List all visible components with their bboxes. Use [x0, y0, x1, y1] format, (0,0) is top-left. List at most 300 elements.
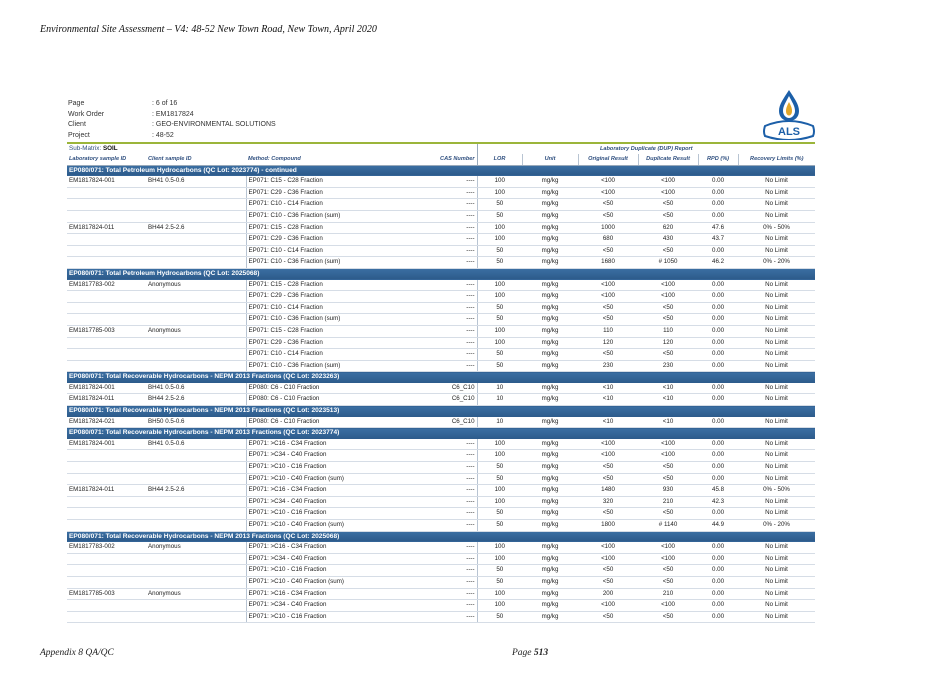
table-cell: mg/kg — [522, 439, 578, 450]
table-cell: mg/kg — [522, 611, 578, 623]
table-cell: 100 — [477, 234, 522, 246]
table-cell: ---- — [411, 199, 477, 211]
meta-value: : EM1817824 — [152, 110, 194, 118]
table-cell — [67, 576, 146, 588]
report-meta — [68, 99, 276, 141]
table-cell: ---- — [411, 291, 477, 303]
table-cell: ---- — [411, 462, 477, 474]
table-cell: EP071: >C10 - C16 Fraction — [246, 565, 411, 577]
table-cell: 0.00 — [698, 473, 738, 485]
meta-row — [68, 120, 276, 131]
table-cell: 44.9 — [698, 520, 738, 532]
table-row — [67, 245, 815, 257]
svg-text:ALS: ALS — [778, 126, 800, 138]
table-cell: Anonymous — [146, 325, 246, 337]
table-cell: ---- — [411, 337, 477, 349]
duplicate-report-table — [67, 144, 815, 623]
table-cell: 100 — [477, 280, 522, 291]
table-cell: 100 — [477, 600, 522, 612]
table-cell: mg/kg — [522, 314, 578, 326]
table-cell: 100 — [477, 325, 522, 337]
table-cell: No Limit — [738, 337, 815, 349]
table-cell: ---- — [411, 360, 477, 372]
table-cell — [67, 337, 146, 349]
table-cell: ---- — [411, 257, 477, 269]
table-cell: No Limit — [738, 496, 815, 508]
column-header: Method: Compound — [246, 154, 411, 165]
table-row — [67, 314, 815, 326]
table-cell: mg/kg — [522, 417, 578, 428]
table-cell: BH50 0.5-0.6 — [146, 417, 246, 428]
table-cell: <100 — [578, 280, 638, 291]
meta-label: Page — [68, 100, 85, 107]
table-cell: ---- — [411, 450, 477, 462]
table-cell: EP071: >C10 - C40 Fraction (sum) — [246, 520, 411, 532]
table-cell: No Limit — [738, 394, 815, 406]
table-cell: 0.00 — [698, 553, 738, 565]
meta-row — [68, 131, 276, 142]
table-cell: 110 — [638, 325, 698, 337]
table-cell: 0% - 20% — [738, 520, 815, 532]
table-row — [67, 542, 815, 553]
table-cell: EP071: C15 - C28 Fraction — [246, 280, 411, 291]
table-cell: C6_C10 — [411, 383, 477, 394]
table-cell — [146, 600, 246, 612]
table-cell — [67, 473, 146, 485]
dup-report-title: Laboratory Duplicate (DUP) Report — [477, 144, 815, 154]
table-cell — [146, 314, 246, 326]
table-cell: <50 — [638, 611, 698, 623]
table-cell: 10 — [477, 394, 522, 406]
table-cell: EP071: >C16 - C34 Fraction — [246, 439, 411, 450]
table-cell: 230 — [638, 360, 698, 372]
table-cell: 46.2 — [698, 257, 738, 269]
table-cell: 680 — [578, 234, 638, 246]
table-cell: 0.00 — [698, 588, 738, 600]
table-cell: mg/kg — [522, 462, 578, 474]
table-cell — [67, 496, 146, 508]
table-cell: # 1140 — [638, 520, 698, 532]
table-cell: 0.00 — [698, 245, 738, 257]
table-cell — [146, 462, 246, 474]
table-cell: 210 — [638, 588, 698, 600]
table-cell: ---- — [411, 496, 477, 508]
table-row — [67, 417, 815, 428]
table-cell: 50 — [477, 349, 522, 361]
table-cell: 0% - 50% — [738, 485, 815, 497]
table-cell: 430 — [638, 234, 698, 246]
table-cell: ---- — [411, 325, 477, 337]
table-cell: No Limit — [738, 187, 815, 199]
table-cell: <10 — [578, 417, 638, 428]
table-cell: EP071: C10 - C14 Fraction — [246, 302, 411, 314]
table-cell: ---- — [411, 565, 477, 577]
table-row — [67, 588, 815, 600]
table-cell: No Limit — [738, 576, 815, 588]
table-cell: mg/kg — [522, 245, 578, 257]
table-row — [67, 291, 815, 303]
meta-label: Project — [68, 131, 90, 139]
page-number: Page 513 — [512, 648, 549, 658]
table-cell: <100 — [638, 176, 698, 187]
table-cell — [67, 553, 146, 565]
table-cell: mg/kg — [522, 588, 578, 600]
table-cell: EM1817783-002 — [67, 280, 146, 291]
table-cell: mg/kg — [522, 485, 578, 497]
table-cell: 1800 — [578, 520, 638, 532]
table-row — [67, 611, 815, 623]
table-cell: mg/kg — [522, 600, 578, 612]
table-row — [67, 187, 815, 199]
table-cell: 210 — [638, 496, 698, 508]
table-cell: EP071: C29 - C36 Fraction — [246, 234, 411, 246]
table-cell: <50 — [578, 199, 638, 211]
table-cell: EP071: >C10 - C16 Fraction — [246, 462, 411, 474]
table-row — [67, 565, 815, 577]
table-cell: EP071: C15 - C28 Fraction — [246, 325, 411, 337]
table-cell: <100 — [638, 439, 698, 450]
table-cell: EP071: C29 - C36 Fraction — [246, 187, 411, 199]
table-cell: No Limit — [738, 234, 815, 246]
table-cell: 0.00 — [698, 187, 738, 199]
table-cell: 110 — [578, 325, 638, 337]
table-cell: EP071: C10 - C36 Fraction (sum) — [246, 257, 411, 269]
meta-row — [68, 99, 276, 110]
table-cell — [67, 302, 146, 314]
table-cell: ---- — [411, 349, 477, 361]
table-cell — [67, 245, 146, 257]
table-cell: <50 — [578, 302, 638, 314]
table-cell — [146, 611, 246, 623]
section-title: EP080/071: Total Recoverable Hydrocarbons - NEPM 2013 Fractions (QC Lot: 2023774) — [67, 428, 815, 439]
table-cell: 0.00 — [698, 565, 738, 577]
table-cell: EP071: C10 - C14 Fraction — [246, 199, 411, 211]
table-cell — [146, 257, 246, 269]
table-row — [67, 222, 815, 234]
table-cell — [67, 600, 146, 612]
meta-value: : GEO-ENVIRONMENTAL SOLUTIONS — [152, 121, 276, 128]
table-cell: EM1817824-021 — [67, 417, 146, 428]
table-cell — [146, 291, 246, 303]
table-cell: ---- — [411, 187, 477, 199]
table-cell: EP071: C10 - C36 Fraction (sum) — [246, 210, 411, 222]
table-cell: 100 — [477, 187, 522, 199]
table-cell: Anonymous — [146, 280, 246, 291]
table-cell: EP071: C10 - C36 Fraction (sum) — [246, 314, 411, 326]
table-cell: No Limit — [738, 473, 815, 485]
meta-label: Work Order — [68, 110, 105, 118]
table-cell: 230 — [578, 360, 638, 372]
meta-value: : 48-52 — [152, 131, 174, 139]
table-cell: mg/kg — [522, 553, 578, 565]
table-cell: No Limit — [738, 462, 815, 474]
table-cell: mg/kg — [522, 542, 578, 553]
table-row — [67, 383, 815, 394]
table-cell: EP071: C15 - C28 Fraction — [246, 222, 411, 234]
column-header: Laboratory sample ID — [67, 154, 146, 165]
table-cell: EP071: >C34 - C40 Fraction — [246, 553, 411, 565]
table-cell: EM1817785-003 — [67, 325, 146, 337]
table-cell: <100 — [638, 280, 698, 291]
table-cell: 10 — [477, 417, 522, 428]
table-cell: ---- — [411, 473, 477, 485]
section-header — [67, 428, 815, 439]
table-cell — [67, 257, 146, 269]
table-cell: <100 — [578, 450, 638, 462]
table-row — [67, 600, 815, 612]
table-cell: 0% - 50% — [738, 222, 815, 234]
table-cell: <50 — [638, 565, 698, 577]
table-cell — [146, 553, 246, 565]
table-cell: mg/kg — [522, 176, 578, 187]
table-cell: 50 — [477, 520, 522, 532]
table-cell: 0.00 — [698, 314, 738, 326]
table-cell: <50 — [638, 576, 698, 588]
table-cell: <50 — [578, 611, 638, 623]
table-cell: mg/kg — [522, 210, 578, 222]
table-cell — [67, 565, 146, 577]
table-cell: No Limit — [738, 302, 815, 314]
table-cell: EM1817785-003 — [67, 588, 146, 600]
table-cell: 50 — [477, 210, 522, 222]
table-cell: <50 — [638, 210, 698, 222]
table-cell: Anonymous — [146, 542, 246, 553]
table-cell: 0.00 — [698, 291, 738, 303]
table-cell: mg/kg — [522, 222, 578, 234]
table-cell: <10 — [578, 383, 638, 394]
table-cell: No Limit — [738, 611, 815, 623]
table-cell: mg/kg — [522, 508, 578, 520]
column-header: LOR — [477, 154, 522, 165]
table-cell: 0.00 — [698, 176, 738, 187]
table-cell: EP071: >C10 - C16 Fraction — [246, 508, 411, 520]
table-cell: EM1817824-001 — [67, 176, 146, 187]
table-cell: mg/kg — [522, 450, 578, 462]
table-cell: 200 — [578, 588, 638, 600]
table-row — [67, 199, 815, 211]
table-cell — [146, 508, 246, 520]
table-cell: EP071: >C34 - C40 Fraction — [246, 600, 411, 612]
table-cell: ---- — [411, 280, 477, 291]
table-cell: <50 — [638, 199, 698, 211]
table-cell: 0.00 — [698, 542, 738, 553]
table-cell: BH41 0.5-0.6 — [146, 439, 246, 450]
table-cell: <100 — [578, 187, 638, 199]
table-cell: No Limit — [738, 588, 815, 600]
table-cell: ---- — [411, 314, 477, 326]
table-cell: <100 — [578, 439, 638, 450]
table-cell: 50 — [477, 360, 522, 372]
table-cell — [146, 576, 246, 588]
table-cell: 50 — [477, 611, 522, 623]
table-cell — [67, 349, 146, 361]
table-cell: 47.6 — [698, 222, 738, 234]
table-cell — [146, 349, 246, 361]
table-cell: No Limit — [738, 383, 815, 394]
table-cell: 1680 — [578, 257, 638, 269]
table-cell: mg/kg — [522, 473, 578, 485]
table-cell: <100 — [578, 600, 638, 612]
table-cell: No Limit — [738, 508, 815, 520]
table-cell: No Limit — [738, 199, 815, 211]
table-cell — [67, 611, 146, 623]
table-row — [67, 450, 815, 462]
section-header — [67, 268, 815, 279]
table-cell: <50 — [638, 245, 698, 257]
table-row — [67, 485, 815, 497]
table-cell: <100 — [578, 553, 638, 565]
table-cell: 120 — [638, 337, 698, 349]
table-cell: No Limit — [738, 314, 815, 326]
table-row — [67, 508, 815, 520]
table-cell: 100 — [477, 222, 522, 234]
table-cell: EP080: C6 - C10 Fraction — [246, 394, 411, 406]
table-cell: ---- — [411, 439, 477, 450]
table-cell: 100 — [477, 291, 522, 303]
table-cell: 50 — [477, 462, 522, 474]
table-cell: ---- — [411, 600, 477, 612]
table-cell: 0.00 — [698, 439, 738, 450]
table-cell: # 1050 — [638, 257, 698, 269]
table-row — [67, 257, 815, 269]
table-cell: EP071: >C10 - C40 Fraction (sum) — [246, 473, 411, 485]
table-cell: mg/kg — [522, 291, 578, 303]
table-cell: EP071: C10 - C36 Fraction (sum) — [246, 360, 411, 372]
column-header: Client sample ID — [146, 154, 246, 165]
table-cell: <100 — [638, 291, 698, 303]
section-header — [67, 165, 815, 176]
table-row — [67, 553, 815, 565]
table-row — [67, 325, 815, 337]
als-logo — [762, 88, 816, 140]
table-cell: No Limit — [738, 417, 815, 428]
table-row — [67, 210, 815, 222]
section-header — [67, 372, 815, 383]
table-cell: No Limit — [738, 349, 815, 361]
sub-matrix: Sub-Matrix: SOIL — [69, 145, 118, 152]
table-cell: <100 — [578, 291, 638, 303]
table-cell: <50 — [578, 245, 638, 257]
table-cell: 100 — [477, 485, 522, 497]
table-cell: mg/kg — [522, 234, 578, 246]
table-cell: EM1817783-002 — [67, 542, 146, 553]
table-cell: mg/kg — [522, 565, 578, 577]
table-cell: EM1817824-011 — [67, 485, 146, 497]
table-cell: mg/kg — [522, 302, 578, 314]
table-cell: 100 — [477, 450, 522, 462]
table-cell: C6_C10 — [411, 417, 477, 428]
table-cell: 0.00 — [698, 417, 738, 428]
table-cell: EM1817824-001 — [67, 439, 146, 450]
table-cell: mg/kg — [522, 496, 578, 508]
table-cell: <10 — [638, 417, 698, 428]
table-cell: No Limit — [738, 325, 815, 337]
table-cell: <100 — [638, 542, 698, 553]
table-cell: mg/kg — [522, 187, 578, 199]
table-cell: EM1817824-001 — [67, 383, 146, 394]
table-cell: <50 — [578, 462, 638, 474]
table-cell: ---- — [411, 176, 477, 187]
table-cell: 0.00 — [698, 360, 738, 372]
table-cell: <50 — [638, 302, 698, 314]
table-cell: 320 — [578, 496, 638, 508]
table-cell: ---- — [411, 588, 477, 600]
column-header: Original Result — [578, 154, 638, 165]
table-cell: mg/kg — [522, 199, 578, 211]
table-cell: 43.7 — [698, 234, 738, 246]
table-cell: mg/kg — [522, 383, 578, 394]
table-cell — [67, 508, 146, 520]
table-cell: EP071: >C16 - C34 Fraction — [246, 588, 411, 600]
table-cell: <10 — [578, 394, 638, 406]
table-cell: 100 — [477, 496, 522, 508]
table-row — [67, 394, 815, 406]
table-cell — [67, 450, 146, 462]
table-cell: 0.00 — [698, 450, 738, 462]
table-cell — [67, 187, 146, 199]
table-cell: 50 — [477, 314, 522, 326]
table-cell: <50 — [578, 349, 638, 361]
table-cell: EM1817824-011 — [67, 222, 146, 234]
table-cell: No Limit — [738, 360, 815, 372]
table-cell: 0.00 — [698, 325, 738, 337]
table-cell: 0.00 — [698, 337, 738, 349]
table-cell — [146, 234, 246, 246]
table-cell: No Limit — [738, 450, 815, 462]
table-cell: No Limit — [738, 542, 815, 553]
table-cell: ---- — [411, 302, 477, 314]
table-cell — [146, 520, 246, 532]
table-cell: <100 — [638, 553, 698, 565]
table-cell: 50 — [477, 199, 522, 211]
table-cell: Anonymous — [146, 588, 246, 600]
table-cell — [146, 187, 246, 199]
table-cell: 100 — [477, 439, 522, 450]
table-cell — [146, 473, 246, 485]
table-cell: 930 — [638, 485, 698, 497]
meta-value: : 6 of 16 — [152, 100, 178, 107]
table-cell: No Limit — [738, 176, 815, 187]
table-cell: 0.00 — [698, 280, 738, 291]
table-cell: <10 — [638, 394, 698, 406]
table-cell — [146, 337, 246, 349]
table-cell: 50 — [477, 565, 522, 577]
table-cell — [67, 199, 146, 211]
table-cell: No Limit — [738, 210, 815, 222]
table-cell: mg/kg — [522, 325, 578, 337]
table-cell: 0.00 — [698, 210, 738, 222]
table-cell: ---- — [411, 553, 477, 565]
table-cell: ---- — [411, 576, 477, 588]
table-cell: EP071: >C34 - C40 Fraction — [246, 496, 411, 508]
table-cell: 0.00 — [698, 302, 738, 314]
table-cell: 0.00 — [698, 199, 738, 211]
table-cell: EP071: >C10 - C40 Fraction (sum) — [246, 576, 411, 588]
table-cell: 45.8 — [698, 485, 738, 497]
table-cell: <50 — [638, 314, 698, 326]
table-cell: EP071: >C16 - C34 Fraction — [246, 485, 411, 497]
table-row — [67, 520, 815, 532]
table-cell: mg/kg — [522, 280, 578, 291]
table-cell: No Limit — [738, 553, 815, 565]
table-cell: 50 — [477, 473, 522, 485]
table-cell: No Limit — [738, 439, 815, 450]
table-cell — [146, 199, 246, 211]
table-cell: mg/kg — [522, 349, 578, 361]
table-cell: EP080: C6 - C10 Fraction — [246, 417, 411, 428]
table-cell: No Limit — [738, 245, 815, 257]
table-cell: 50 — [477, 257, 522, 269]
